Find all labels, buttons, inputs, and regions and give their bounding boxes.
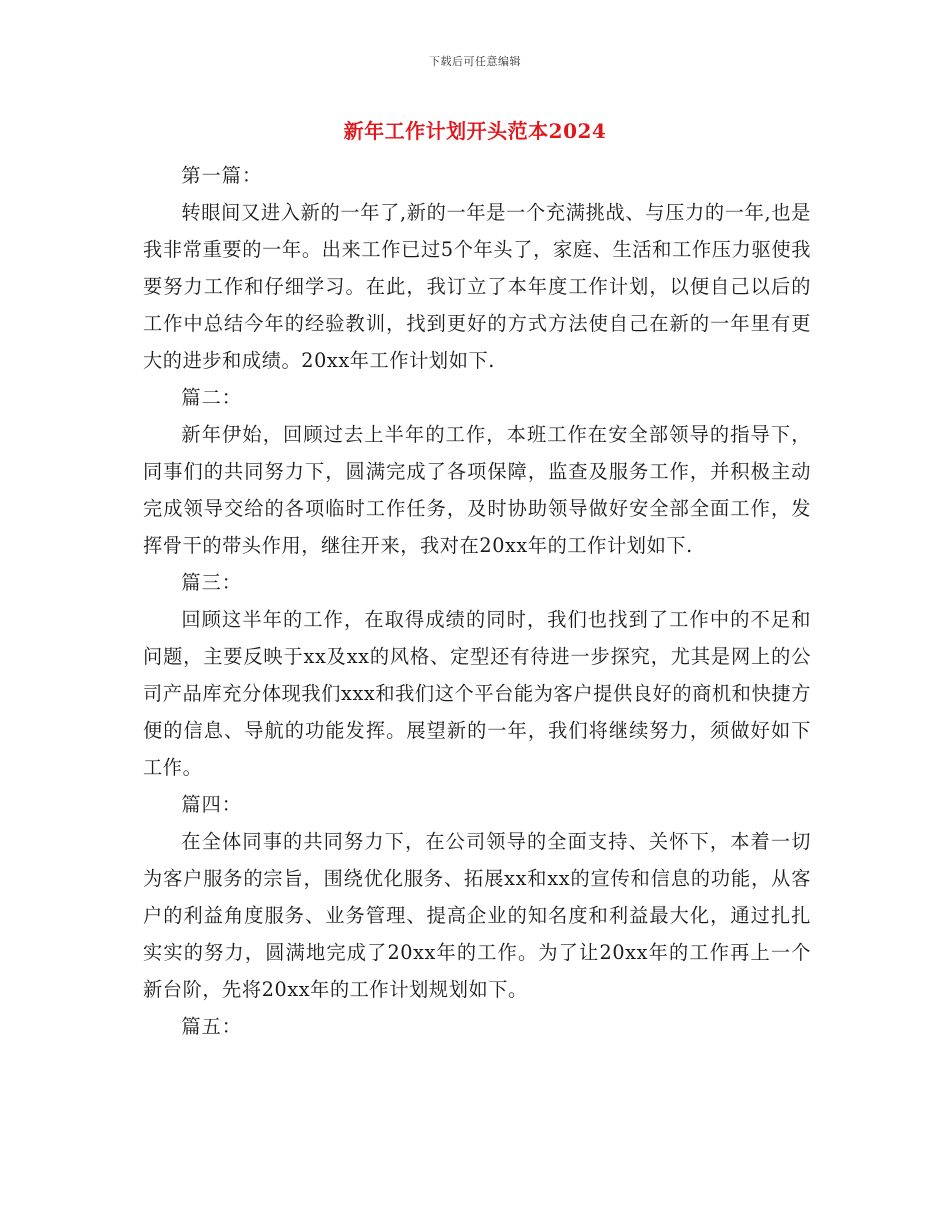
header-note: 下载后可任意编辑 — [429, 55, 521, 68]
section-heading-1: 第一篇： — [181, 164, 263, 187]
section-heading-2: 篇二： — [181, 386, 242, 409]
section-body-2: 新年伊始，回顾过去上半年的工作，本班工作在安全部领导的指导下，同事们的共同努力下，圆满完成了各项保障，监查及服务工作，并积极主动完成领导交给的各项临时工作任务，及时协助领导做好安全部全面工作，发挥骨干的带头作用，继往开来，我对在20xx年的工作计划如下. — [143, 423, 811, 557]
section-heading-3: 篇三： — [181, 571, 242, 594]
section-heading-5: 篇五： — [181, 1015, 242, 1038]
document-title: 新年工作计划开头范本2024 — [343, 119, 607, 143]
section-body-4: 在全体同事的共同努力下，在公司领导的全面支持、关怀下，本着一切为客户服务的宗旨，围绕优化服务、拓展xx和xx的宣传和信息的功能，从客户的利益角度服务、业务管理、提高企业的知名度和利益最大化，通过扎扎实实的努力，圆满地完成了20xx年的工作。为了让20xx年的工作再上一个新台阶，先将20xx年的工作计划规划如下。 — [143, 830, 811, 1001]
document-body — [143, 157, 811, 1045]
section-heading-4: 篇四： — [181, 793, 242, 816]
section-body-3: 回顾这半年的工作，在取得成绩的同时，我们也找到了工作中的不足和问题，主要反映于xx及xx的风格、定型还有待进一步探究，尤其是网上的公司产品库充分体现我们xxx和我们这个平台能为客户提供良好的商机和快捷方便的信息、导航的功能发挥。展望新的一年，我们将继续努力，须做好如下工作。 — [143, 608, 811, 779]
section-body-1: 转眼间又进入新的一年了,新的一年是一个充满挑战、与压力的一年,也是我非常重要的一年。出来工作已过5个年头了，家庭、生活和工作压力驱使我要努力工作和仔细学习。在此，我订立了本年度工作计划，以便自己以后的工作中总结今年的经验教训，找到更好的方式方法使自己在新的一年里有更大的进步和成绩。20xx年工作计划如下. — [143, 201, 811, 372]
